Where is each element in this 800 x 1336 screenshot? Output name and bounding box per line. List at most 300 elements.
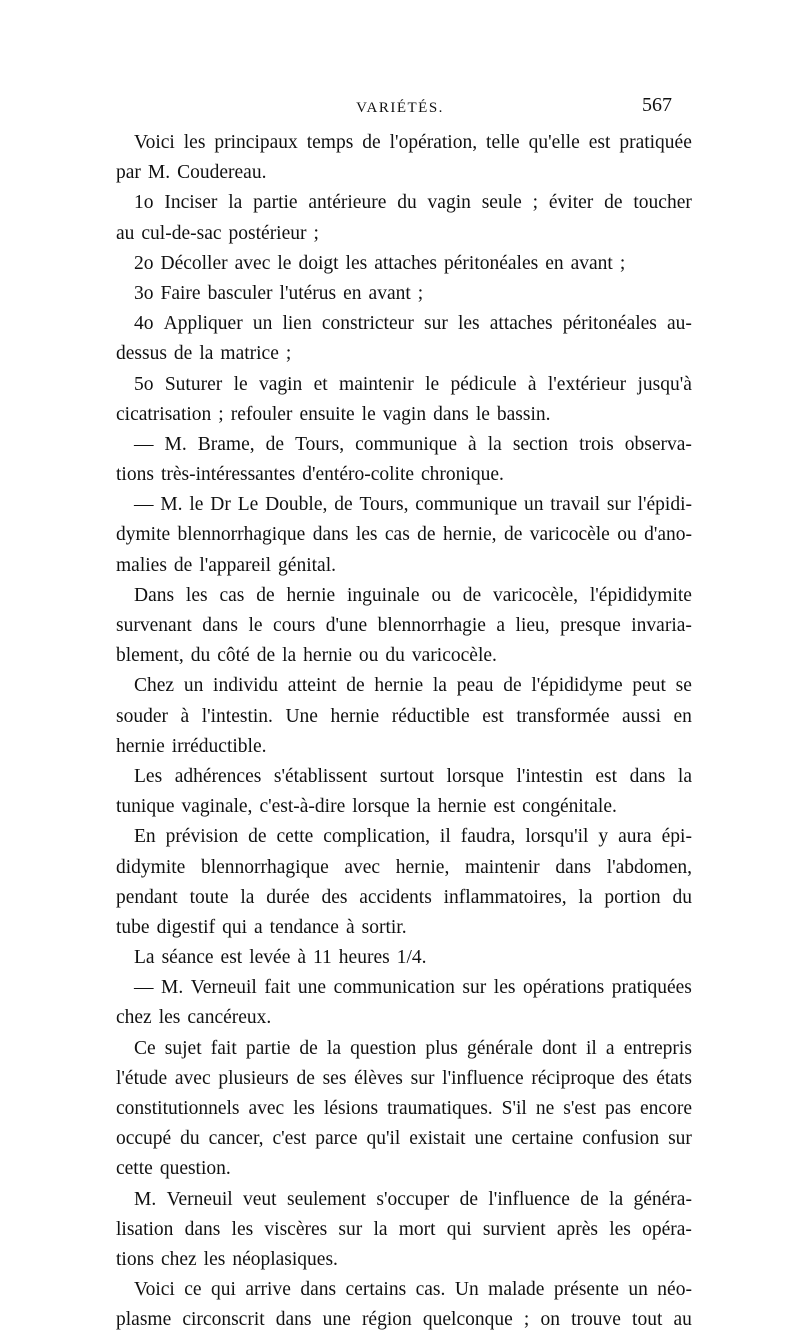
word: ; — [523, 1309, 530, 1331]
word: quelconque — [422, 1309, 513, 1331]
word: le — [248, 615, 263, 636]
word: Voici — [134, 1279, 175, 1301]
word: blennorrhagie — [377, 615, 486, 636]
word: tions — [116, 464, 154, 486]
word: aussi — [622, 705, 662, 727]
word: maintenir — [464, 856, 540, 878]
word: la — [282, 645, 297, 667]
word: temps — [306, 132, 354, 153]
word: trois — [579, 433, 614, 455]
word: cette — [276, 826, 314, 848]
word: dont — [542, 1037, 577, 1059]
text-line — [116, 1245, 692, 1275]
word: le — [425, 373, 440, 395]
word: telle — [486, 132, 520, 153]
word: les — [609, 1218, 631, 1240]
word: dans — [202, 615, 239, 636]
word: sortir. — [361, 916, 407, 938]
word: Une — [285, 705, 318, 727]
word: encore — [640, 1098, 692, 1119]
word: les — [231, 1218, 254, 1240]
word: la — [240, 886, 255, 908]
word: de — [256, 645, 276, 667]
word: présente — [553, 1279, 619, 1301]
word: pratiquées — [611, 977, 692, 999]
text-line — [116, 611, 692, 641]
word: l'utérus — [279, 282, 337, 304]
text-line — [116, 339, 692, 369]
word: constitutionnels — [116, 1098, 240, 1119]
word: Inciser — [164, 192, 218, 214]
word: l'abdomen, — [606, 856, 692, 878]
word: M. — [134, 1188, 157, 1210]
text-line — [116, 1003, 692, 1033]
word: l'intestin — [516, 765, 583, 787]
word: les — [355, 524, 378, 546]
word: ce — [184, 1279, 202, 1301]
word: les — [183, 132, 206, 153]
word: Verneuil — [166, 1188, 233, 1210]
word: mort — [398, 1218, 436, 1240]
word: des — [321, 886, 348, 908]
word: certains — [345, 1279, 407, 1301]
word: a — [496, 615, 506, 636]
text-line — [116, 973, 692, 1003]
word: cancer, — [208, 1128, 264, 1150]
word: s'établissent — [273, 765, 368, 787]
word: une — [297, 977, 327, 999]
word: toute — [189, 886, 229, 908]
word: certaine — [511, 1128, 574, 1150]
word: vagin — [427, 192, 471, 214]
text-line — [116, 1064, 692, 1094]
word: 5o — [134, 373, 154, 395]
word: de — [604, 192, 623, 214]
word: du — [190, 645, 211, 667]
word: avec — [234, 252, 271, 274]
word: fait — [210, 1037, 237, 1059]
word: Double, — [265, 494, 328, 516]
word: doigt — [298, 252, 339, 274]
word: sur — [668, 1128, 692, 1150]
word: on — [540, 1309, 560, 1331]
text-line — [116, 188, 692, 218]
word: surtout — [379, 765, 434, 787]
word: opéra- — [642, 1218, 692, 1240]
word: varicocèle. — [411, 645, 497, 667]
word: Ce — [134, 1037, 156, 1059]
word: un — [523, 494, 544, 516]
text-line — [116, 520, 692, 550]
word: le — [233, 373, 248, 395]
word: la — [199, 343, 214, 365]
word: a — [254, 916, 263, 938]
word: lésions — [323, 1098, 379, 1119]
word: les — [345, 252, 368, 274]
word: Tours, — [359, 494, 409, 516]
word: un — [252, 313, 273, 335]
word: hernie — [330, 705, 380, 727]
word: Coudereau. — [177, 162, 267, 184]
word: cicatrisation — [116, 403, 212, 425]
word: invaria- — [631, 615, 692, 636]
word: complication, — [323, 826, 430, 848]
word: Suturer — [164, 373, 223, 395]
word: 1/4. — [396, 947, 427, 969]
word: tendance — [269, 916, 339, 938]
word: l'influence — [488, 1188, 570, 1210]
word: dans — [300, 1279, 337, 1301]
text-line — [116, 883, 692, 913]
word: vaginale, — [181, 796, 253, 818]
word: levée — [249, 947, 291, 969]
word: en — [673, 705, 692, 727]
word: vagin — [382, 403, 427, 425]
word: faudra, — [460, 826, 516, 848]
word: dans — [184, 1218, 221, 1240]
text-line — [116, 792, 692, 822]
word: sujet — [164, 1037, 202, 1059]
word: ; — [417, 282, 424, 304]
word: inflammatoires, — [443, 886, 567, 908]
word: la — [487, 433, 502, 455]
word: Dans — [134, 584, 175, 606]
word: avant — [368, 282, 411, 304]
word: tout — [632, 1309, 663, 1331]
word: générale — [466, 1037, 534, 1059]
word: avant — [570, 252, 613, 274]
word: vagin — [258, 373, 303, 395]
word: Les — [134, 765, 163, 787]
word: traumatiques. — [387, 1098, 493, 1119]
word: péritonéales — [444, 252, 539, 274]
word: à — [297, 947, 307, 969]
text-line — [116, 1154, 692, 1184]
word: — — [134, 977, 154, 999]
text-line — [116, 249, 692, 279]
word: ou — [431, 584, 451, 606]
word: du — [385, 645, 405, 667]
word: au- — [667, 313, 692, 335]
word: pendant — [116, 886, 178, 908]
word: blennorrhagique — [177, 524, 306, 546]
word: réciproque — [531, 1067, 615, 1089]
word: le — [361, 403, 376, 425]
text-line — [116, 853, 692, 883]
word: durée — [266, 886, 310, 908]
word: après — [556, 1218, 599, 1240]
word: circonscrit — [182, 1309, 265, 1331]
word: à — [180, 705, 190, 727]
word: de — [503, 675, 522, 697]
word: de — [580, 1188, 599, 1210]
word: côté — [217, 645, 250, 667]
text-line — [116, 309, 692, 339]
word: observa- — [624, 433, 692, 455]
word: cas. — [415, 1279, 446, 1301]
word: l'épididymite — [589, 584, 692, 606]
text-line — [116, 490, 692, 520]
word: En — [134, 826, 156, 848]
text-line — [116, 762, 692, 792]
body-text — [116, 128, 692, 1336]
word: Dr — [210, 494, 231, 516]
word: cas — [384, 524, 410, 546]
word: 4o — [134, 313, 154, 335]
word: la — [228, 192, 243, 214]
word: est — [588, 132, 611, 153]
word: section — [512, 433, 569, 455]
text-line — [116, 370, 692, 400]
word: inguinale — [347, 584, 420, 606]
word: les — [185, 584, 208, 606]
word: hernie — [374, 675, 424, 697]
word: 2o — [134, 252, 154, 274]
word: du — [180, 1128, 200, 1150]
word: lisation — [116, 1218, 174, 1240]
word: opérations — [523, 977, 605, 999]
word: 3o — [134, 282, 154, 304]
word: 11 — [313, 947, 332, 969]
word: la — [609, 1188, 624, 1210]
text-line — [116, 460, 692, 490]
word: une — [474, 1128, 503, 1150]
word: Le — [237, 494, 259, 516]
word: plasme — [116, 1309, 172, 1331]
word: sur — [338, 1218, 363, 1240]
word: est — [493, 796, 516, 818]
word: il — [439, 826, 451, 848]
word: varicocèle, — [493, 584, 579, 606]
word: lorsque — [446, 765, 504, 787]
word: question — [350, 1037, 417, 1059]
word: postérieur — [228, 222, 307, 244]
word: sur — [606, 494, 631, 516]
word: l'opération, — [389, 132, 478, 153]
word: M. — [147, 162, 171, 184]
word: qu'elle — [528, 132, 580, 153]
text-line — [116, 1305, 692, 1335]
word: avec — [344, 856, 381, 878]
word: hernie — [303, 645, 352, 667]
word: Tours, — [295, 433, 345, 455]
word: occupé — [116, 1128, 172, 1150]
word: les — [293, 1098, 315, 1119]
word: de — [299, 1037, 318, 1059]
word: l'épidi- — [637, 494, 692, 516]
word: réductible — [391, 705, 470, 727]
word: ou — [617, 524, 637, 546]
word: à — [527, 373, 537, 395]
word: pas — [605, 1098, 632, 1119]
word: de — [334, 494, 353, 516]
word: avec — [174, 1067, 211, 1089]
word: de — [173, 343, 193, 365]
word: génital. — [278, 554, 336, 576]
text-line — [116, 430, 692, 460]
word: portion — [604, 886, 661, 908]
word: 1o — [134, 192, 154, 214]
word: principaux — [214, 132, 298, 153]
word: qu'il — [366, 1128, 401, 1150]
word: région — [361, 1309, 412, 1331]
word: veut — [243, 1188, 277, 1210]
word: par — [116, 162, 141, 184]
word: à — [345, 916, 355, 938]
word: peut — [632, 675, 666, 697]
word: le — [277, 252, 292, 274]
word: de — [462, 584, 482, 606]
text-line — [116, 400, 692, 430]
word: éviter — [548, 192, 594, 214]
word: refouler — [230, 403, 293, 425]
word: est — [595, 765, 618, 787]
word: attaches — [374, 252, 437, 274]
word: ; — [532, 192, 539, 214]
word: ; — [218, 403, 224, 425]
word: ses — [322, 1067, 347, 1089]
word: ; — [619, 252, 626, 274]
word: peau — [456, 675, 494, 697]
word: tions — [116, 1248, 154, 1270]
word: généra- — [633, 1188, 692, 1210]
word: communication — [333, 977, 455, 999]
word: l'intestin. — [201, 705, 273, 727]
text-line — [116, 1124, 692, 1154]
word: s'est — [563, 1098, 597, 1119]
word: les — [457, 313, 480, 335]
word: toucher — [633, 192, 692, 214]
word: du — [397, 192, 417, 214]
word: survient — [482, 1218, 546, 1240]
word: malade — [488, 1279, 545, 1301]
word: de — [346, 675, 365, 697]
word: est — [220, 947, 243, 969]
word: cancéreux. — [187, 1007, 272, 1029]
word: dymite — [116, 524, 171, 546]
word: sur — [462, 977, 487, 999]
word: au — [116, 222, 135, 244]
word: cette — [116, 1158, 153, 1180]
text-line — [116, 641, 692, 671]
word: néo- — [657, 1279, 692, 1301]
word: blement, — [116, 645, 184, 667]
word: dans — [312, 524, 349, 546]
word: accidents — [359, 886, 432, 908]
word: états — [656, 1067, 692, 1089]
word: Un — [454, 1279, 479, 1301]
word: de — [362, 132, 381, 153]
word: la — [373, 1218, 388, 1240]
word: survenant — [116, 615, 192, 636]
word: au — [673, 1309, 692, 1331]
word: chez — [160, 1248, 197, 1270]
word: basculer — [207, 282, 273, 304]
text-line — [116, 702, 692, 732]
word: qui — [446, 1218, 472, 1240]
word: et — [313, 373, 328, 395]
word: les — [203, 1248, 226, 1270]
text-line — [116, 671, 692, 701]
word: irréductible. — [171, 735, 267, 757]
word: jusqu'à — [637, 373, 692, 395]
word: lien — [282, 313, 312, 335]
word: arrive — [245, 1279, 291, 1301]
word: d'une — [325, 615, 368, 636]
word: c'est — [272, 1128, 307, 1150]
word: question. — [159, 1158, 231, 1180]
word: chronique. — [421, 464, 504, 486]
word: péritonéales — [562, 313, 657, 335]
word: tunique — [116, 796, 175, 818]
word: l'appareil — [199, 554, 272, 576]
word: digestif — [156, 916, 216, 938]
word: atteint — [287, 675, 337, 697]
word: hernie, — [442, 524, 497, 546]
word: des — [622, 1067, 649, 1089]
word: cours — [273, 615, 316, 636]
word: viscères — [264, 1218, 328, 1240]
word: hernie — [116, 735, 165, 757]
word: partie — [253, 192, 298, 214]
word: il — [585, 1037, 597, 1059]
word: La — [134, 947, 155, 969]
word: pratiquée — [619, 132, 692, 153]
word: de — [256, 584, 275, 606]
text-line — [116, 551, 692, 581]
text-line — [116, 128, 692, 158]
word: c'est-à-dire — [259, 796, 346, 818]
word: prévision — [165, 826, 239, 848]
word: transformée — [516, 705, 610, 727]
word: avec — [248, 1098, 285, 1119]
word: de — [265, 433, 285, 455]
word: la — [416, 796, 431, 818]
word: les — [493, 977, 516, 999]
word: ne — [535, 1098, 555, 1119]
text-line — [116, 1215, 692, 1245]
word: lorsque — [352, 796, 410, 818]
word: lieu, — [515, 615, 550, 636]
text-line — [116, 1275, 692, 1305]
word: ensuite — [299, 403, 355, 425]
word: dans — [275, 1309, 312, 1331]
text-line — [116, 913, 692, 943]
word: l'étude — [116, 1067, 168, 1089]
word: blennorrhagique — [200, 856, 329, 878]
word: dans — [629, 765, 666, 787]
word: attaches — [489, 313, 553, 335]
word: Décoller — [160, 252, 228, 274]
word: hernie — [437, 796, 487, 818]
word: Appliquer — [163, 313, 243, 335]
word: trouve — [571, 1309, 621, 1331]
word: ; — [313, 222, 319, 244]
word: congénitale. — [522, 796, 617, 818]
word: plus — [425, 1037, 458, 1059]
word: de — [503, 524, 523, 546]
text-line — [116, 732, 692, 762]
word: Chez — [134, 675, 175, 697]
word: Brame, — [197, 433, 255, 455]
word: de — [296, 1067, 315, 1089]
word: chez — [116, 1007, 152, 1029]
word: néoplasiques. — [232, 1248, 338, 1270]
word: élèves — [354, 1067, 403, 1089]
word: confusion — [582, 1128, 660, 1150]
word: bassin. — [496, 403, 551, 425]
word: communique — [415, 494, 518, 516]
